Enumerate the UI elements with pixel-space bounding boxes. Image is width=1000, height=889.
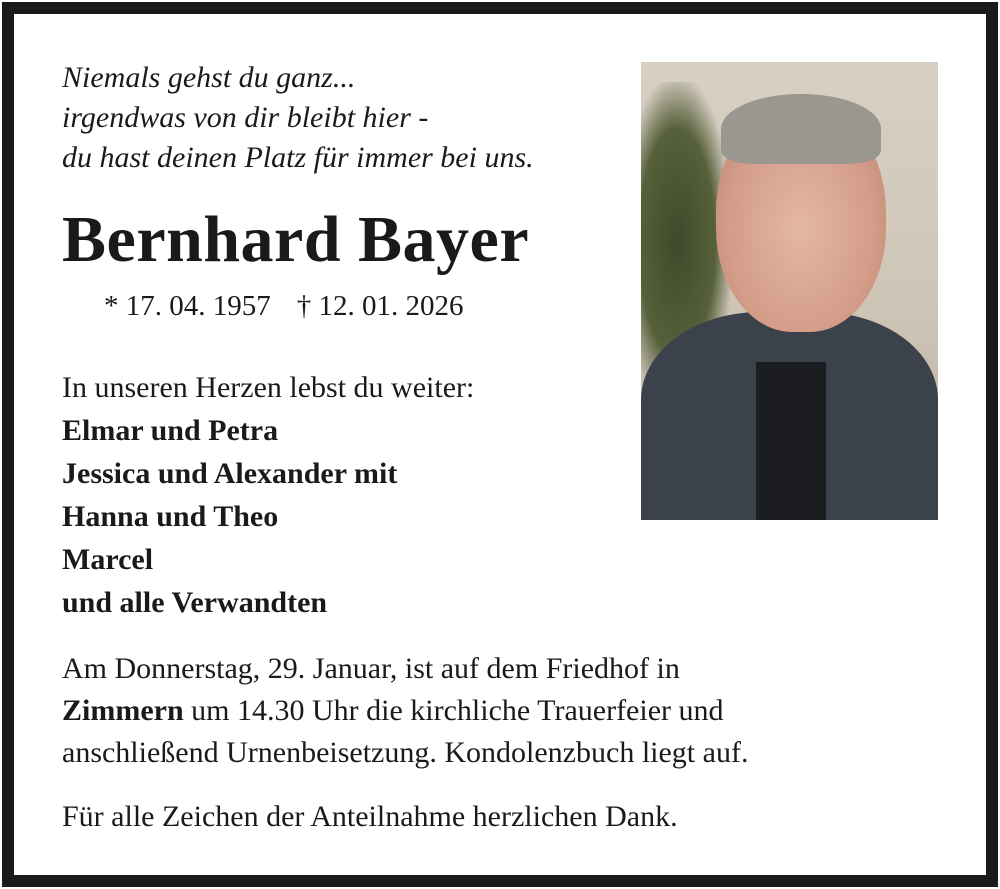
poem-line: irgendwas von dir bleibt hier - [62, 101, 429, 134]
hair [721, 94, 881, 164]
life-dates [104, 288, 464, 324]
thanks-line: Für alle Zeichen der Anteilnahme herzlichen Dank. [62, 800, 678, 833]
mourners [62, 366, 474, 624]
death-date: † 12. 01. 2026 [296, 290, 464, 322]
mourner-name: Marcel [62, 543, 154, 576]
shirt [756, 362, 826, 520]
funeral-place: Zimmern [62, 694, 184, 727]
mourner-name: und alle Verwandten [62, 586, 328, 619]
poem-line: Niemals gehst du ganz... [62, 61, 356, 94]
funeral-info [62, 648, 748, 774]
info-line [62, 690, 748, 732]
info-line: anschließend Urnenbeisetzung. Kondolenzbuch liegt auf. [62, 736, 749, 769]
mourner-name: Elmar und Petra [62, 414, 279, 447]
mourners-intro: In unseren Herzen lebst du weiter: [62, 371, 475, 404]
poem-line: du hast deinen Platz für immer bei uns. [62, 141, 534, 174]
deceased-name: Bernhard Bayer [62, 203, 530, 276]
birth-date: * 17. 04. 1957 [104, 290, 271, 322]
portrait-photo [641, 62, 938, 520]
info-text: um 14.30 Uhr die kirchliche Trauerfeier und [183, 694, 724, 727]
mourner-name: Jessica und Alexander mit [62, 457, 398, 490]
mourner-name: Hanna und Theo [62, 500, 279, 533]
poem [62, 58, 534, 178]
info-line: Am Donnerstag, 29. Januar, ist auf dem Friedhof in [62, 652, 680, 685]
